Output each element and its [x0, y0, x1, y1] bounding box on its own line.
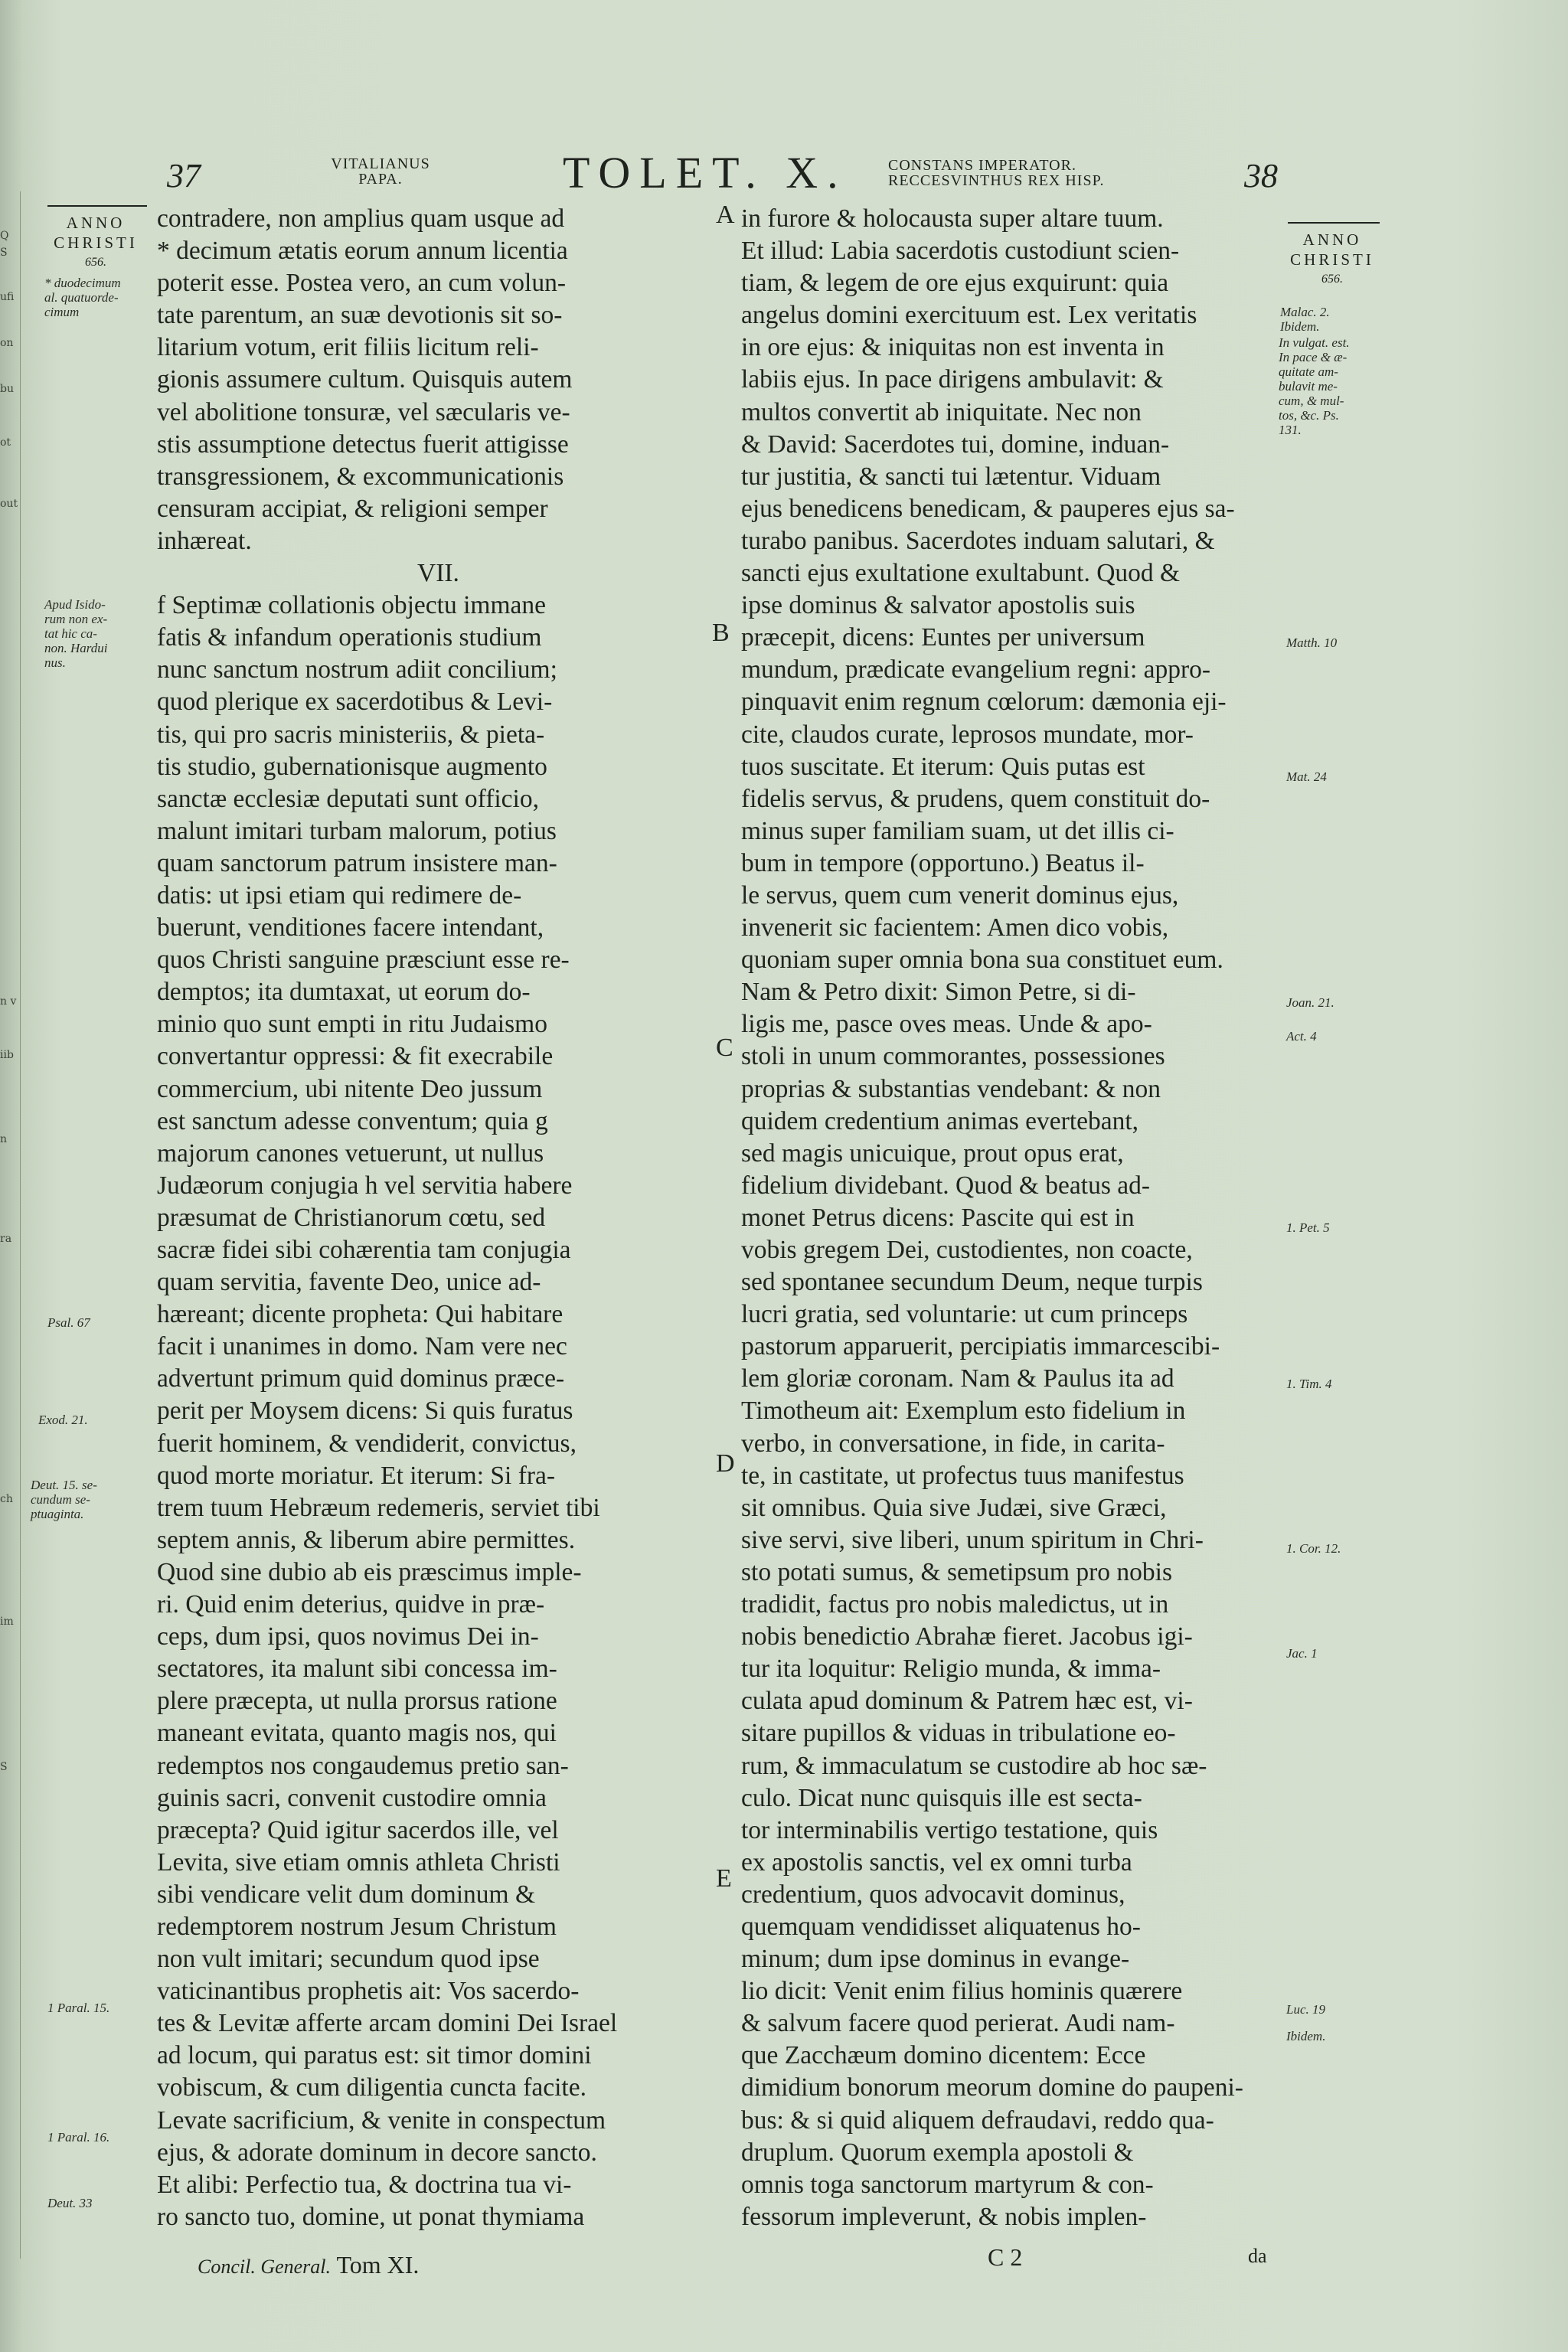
year-label: CHRISTI [54, 234, 138, 252]
section-marker: B [712, 619, 730, 647]
text-line: plere præcepta, ut nulla prorsus ratione [157, 1687, 557, 1716]
text-line: quidem credentium animas evertebant, [741, 1106, 1139, 1135]
text-line: ro sancto tuo, domine, ut ponat thymiama [157, 2202, 585, 2231]
text-line: sed spontanee secundum Deum, neque turpis [741, 1268, 1203, 1297]
gutter-fragment: ot [0, 436, 11, 449]
margin-line: Act. 4 [1286, 1029, 1317, 1044]
text-line: ex apostolis sanctis, vel ex omni turba [741, 1847, 1132, 1877]
margin-line: cum, & mul- [1279, 394, 1344, 408]
text-line: minus super familiam suam, ut det illis ci- [741, 816, 1174, 845]
text-line: redemptos nos congaudemus pretio san- [157, 1751, 569, 1780]
text-line: convertantur oppressi: & fit execrabile [157, 1042, 554, 1071]
text-line: * decimum ætatis eorum annum licentia [157, 237, 568, 266]
gutter-fragment: n [0, 1133, 8, 1145]
text-line: tur justitia, & sancti tui lætentur. Viduam [741, 462, 1161, 491]
footer-volume: Tom XI. [336, 2251, 420, 2278]
section-heading: VII. [417, 559, 459, 588]
text-line: ejus, & adorate dominum in decore sancto. [157, 2138, 597, 2167]
text-line: f Septimæ collationis objectu immane [157, 591, 546, 620]
margin-line: Joan. 21. [1286, 995, 1334, 1010]
text-line: Et illud: Labia sacerdotis custodiunt scien- [741, 237, 1180, 266]
gutter-fragment: ufi [0, 291, 15, 303]
header-ruler-line: CONSTANS IMPERATOR. [888, 157, 1076, 174]
margin-line: bulavit me- [1279, 379, 1338, 394]
text-line: ipse dominus & salvator apostolis suis [741, 591, 1135, 620]
margin-note [1286, 2002, 1325, 2017]
margin-line: Ibidem. [1286, 2029, 1326, 2043]
text-line: minum; dum ipse dominus in evange- [741, 1945, 1130, 1974]
margin-line: quitate am- [1279, 364, 1338, 379]
text-line: culo. Dicat nunc quisquis ille est secta- [741, 1783, 1142, 1812]
text-line: facit i unanimes in domo. Nam vere nec [157, 1332, 567, 1361]
text-line: tis studio, gubernationisque augmento [157, 752, 547, 781]
text-line: redemptorem nostrum Jesum Christum [157, 1912, 557, 1941]
margin-line: al. quatuorde- [44, 290, 119, 305]
margin-note [1286, 1220, 1330, 1235]
text-line: & salvum facere quod perierat. Audi nam- [741, 2009, 1175, 2038]
margin-line: * duodecimum [44, 276, 121, 290]
margin-line: 131. [1279, 423, 1302, 437]
margin-note [31, 1478, 97, 1521]
text-line: angelus domini exercituum est. Lex veritatis [741, 301, 1197, 330]
text-line: que Zacchæum domino dicentem: Ecce [741, 2041, 1146, 2070]
text-line: monet Petrus dicens: Pascite qui est in [741, 1203, 1135, 1232]
text-line: Et alibi: Perfectio tua, & doctrina tua vi- [157, 2170, 572, 2199]
text-line: druplum. Quorum exempla apostoli & [741, 2138, 1134, 2167]
text-line: culata apud dominum & Patrem hæc est, vi- [741, 1687, 1193, 1716]
right-column [741, 203, 1286, 2233]
text-line: quod morte moriatur. Et iterum: Si fra- [157, 1461, 556, 1490]
text-line: Nam & Petro dixit: Simon Petre, si di- [741, 978, 1136, 1007]
text-line: trem tuum Hebræum redemeris, serviet tibi [157, 1493, 600, 1522]
text-line: ejus benedicens benedicam, & pauperes ejus sa- [741, 494, 1235, 523]
year-rule-left [47, 205, 147, 207]
text-line: litarium votum, erit filiis licitum reli- [157, 333, 539, 362]
text-line: præcepit, dicens: Euntes per universum [741, 623, 1145, 652]
text-line: Judæorum conjugia h vel servitia habere [157, 1171, 573, 1200]
text-line: buerunt, venditiones facere intendant, [157, 913, 544, 942]
text-line: vaticinantibus prophetis ait: Vos sacerdo- [157, 1977, 580, 2006]
gutter-fragment: out [0, 498, 18, 510]
text-line: vobiscum, & cum diligentia cuncta facite. [157, 2073, 586, 2102]
text-line: sibi vendicare velit dum dominum & [157, 1880, 536, 1909]
section-marker: C [716, 1034, 733, 1062]
margin-note [1286, 1377, 1332, 1391]
text-line: le servus, quem cum venerit dominus ejus, [741, 880, 1179, 910]
text-line: sitare pupillos & viduas in tribulatione eo- [741, 1719, 1176, 1748]
text-line: verbo, in conversatione, in fide, in carita- [741, 1429, 1165, 1458]
text-line: labiis ejus. In pace dirigens ambulavit: & [741, 365, 1164, 394]
text-line: Quod sine dubio ab eis præscimus imple- [157, 1557, 582, 1586]
page-number-right: 38 [1244, 157, 1278, 194]
text-line: nobis benedictio Abrahæ fieret. Jacobus igi- [741, 1622, 1193, 1651]
text-line: vel abolitione tonsuræ, vel sæcularis ve- [157, 397, 570, 426]
margin-note [47, 2130, 109, 2145]
text-line: credentium, quos advocavit dominus, [741, 1880, 1125, 1909]
text-line: tor interminabilis vertigo testatione, quis [741, 1815, 1158, 1844]
text-line: malunt imitari turbam malorum, potius [157, 816, 557, 845]
text-line: minio quo sunt empti in ritu Judaismo [157, 1010, 547, 1039]
text-line: sto potati sumus, & semetipsum pro nobis [741, 1557, 1172, 1586]
text-line: inhæreat. [157, 526, 252, 555]
text-line: tur ita loquitur: Religio munda, & imma- [741, 1655, 1161, 1684]
margin-line: 1. Tim. 4 [1286, 1377, 1332, 1391]
text-line: transgressionem, & excommunicationis [157, 462, 564, 491]
margin-line: Psal. 67 [47, 1315, 90, 1330]
margin-line: ptuaginta. [31, 1507, 84, 1521]
margin-note [1280, 305, 1330, 334]
margin-line: non. Hardui [44, 641, 108, 655]
header-pope [300, 156, 461, 187]
text-line: te, in castitate, ut profectus tuus manifestus [741, 1461, 1184, 1490]
section-marker: A [716, 201, 735, 229]
text-line: multos convertit ab iniquitate. Nec non [741, 397, 1142, 426]
page-number-left: 37 [167, 157, 201, 194]
text-line: hæreant; dicente propheta: Qui habitare [157, 1300, 564, 1329]
margin-line: Deut. 33 [47, 2196, 93, 2210]
text-line: ceps, dum ipsi, quos novimus Dei in- [157, 1622, 539, 1651]
text-line: pinquavit enim regnum cœlorum: dæmonia eji- [741, 688, 1227, 717]
text-line: bus: & si quid aliquem defraudavi, reddo qua- [741, 2105, 1214, 2135]
text-line: septem annis, & liberum abire permittes. [157, 1525, 576, 1554]
gutter-fragment: Q [0, 230, 9, 242]
text-line: quam sanctorum patrum insistere man- [157, 848, 557, 877]
margin-line: Exod. 21. [38, 1413, 88, 1427]
text-line: quos Christi sanguine præsciunt esse re- [157, 946, 570, 975]
text-line: fatis & infandum operationis studium [157, 623, 542, 652]
text-line: vobis gregem Dei, custodientes, non coacte, [741, 1236, 1193, 1264]
text-line: quam servitia, favente Deo, unice ad- [157, 1268, 541, 1297]
gutter-fragment: iib [0, 1049, 14, 1061]
margin-line: Ibidem. [1280, 319, 1320, 334]
gutter-fragment: S [0, 1761, 8, 1773]
text-line: demptos; ita dumtaxat, ut eorum do- [157, 978, 531, 1007]
margin-line: nus. [44, 655, 66, 670]
gutter-fragment: ra [0, 1233, 12, 1245]
text-line: tate parentum, an suæ devotionis sit so- [157, 301, 563, 330]
text-line: rum, & immaculatum se custodire ab hoc sæ- [741, 1751, 1207, 1780]
text-line: advertunt primum quid dominus præce- [157, 1364, 565, 1393]
text-line: præsumat de Christianorum cœtu, sed [157, 1203, 546, 1232]
left-column [157, 203, 720, 2233]
text-line: tuos suscitate. Et iterum: Quis putas est [741, 752, 1145, 781]
margin-note [1286, 995, 1334, 1010]
text-line: fidelium dividebant. Quod & beatus ad- [741, 1171, 1151, 1200]
text-line: invenerit sic facientem: Amen dico vobis, [741, 913, 1169, 942]
footer-citation-text: Concil. General. [198, 2256, 332, 2278]
section-marker: D [716, 1449, 735, 1478]
text-line: lio dicit: Venit enim filius hominis quærere [741, 1977, 1183, 2006]
text-line: sed magis unicuique, prout opus erat, [741, 1138, 1124, 1168]
margin-line: tat hic ca- [44, 626, 97, 641]
text-line: tradidit, factus pro nobis maledictus, ut in [741, 1590, 1169, 1619]
margin-line: Matth. 10 [1286, 635, 1338, 650]
text-line: proprias & substantias vendebant: & non [741, 1074, 1161, 1103]
text-line: turabo panibus. Sacerdotes induam salutari, & [741, 526, 1215, 555]
margin-line: Mat. 24 [1286, 769, 1327, 784]
gutter-fragment: ch [0, 1493, 13, 1505]
margin-line: Apud Isido- [44, 597, 106, 612]
header-pope-line: VITALIANUS [331, 155, 430, 172]
margin-note [47, 1315, 90, 1330]
margin-line: cimum [44, 305, 80, 319]
margin-note [1286, 2029, 1325, 2043]
section-marker: E [716, 1864, 732, 1893]
year-label: ANNO [66, 214, 126, 232]
margin-line: cundum se- [31, 1492, 90, 1507]
text-line: quod plerique ex sacerdotibus & Levi- [157, 688, 553, 717]
margin-line: 1 Paral. 15. [47, 2001, 110, 2015]
text-line: commercium, ubi nitente Deo jussum [157, 1074, 543, 1103]
gutter-fragment: n v [0, 995, 17, 1008]
text-line: quemquam vendidisset aliquatenus ho- [741, 1912, 1141, 1941]
text-line: mundum, prædicate evangelium regni: appro- [741, 655, 1211, 684]
text-line: lem gloriæ coronam. Nam & Paulus ita ad [741, 1364, 1174, 1393]
text-line: majorum canones vetuerunt, ut nullus [157, 1138, 544, 1168]
margin-note [47, 2196, 93, 2210]
text-line: in furore & holocausta super altare tuum. [741, 204, 1164, 233]
footer-citation [198, 2251, 419, 2279]
text-line: maneant evitata, quanto magis nos, qui [157, 1719, 557, 1748]
margin-note [44, 597, 108, 670]
catchword: da [1248, 2245, 1267, 2267]
text-line: fuerit hominem, & vendiderit, convictus, [157, 1429, 577, 1458]
text-line: bum in tempore (opportuno.) Beatus il- [741, 848, 1145, 877]
text-line: fessorum impleverunt, & nobis implen- [741, 2202, 1147, 2231]
text-line: poterit esse. Postea vero, an cum volun- [157, 269, 567, 298]
margin-line: In pace & æ- [1279, 350, 1348, 364]
year-rule-right [1288, 222, 1380, 224]
gutter-fragment: im [0, 1615, 14, 1628]
margin-note [1286, 769, 1327, 784]
header-ruler-line: RECCESVINTHUS REX HISP. [888, 172, 1105, 189]
text-line: pastorum apparuerit, percipiatis immarcescibi- [741, 1332, 1220, 1361]
text-line: ri. Quid enim deterius, quidve in præ- [157, 1590, 545, 1619]
text-line: sanctæ ecclesiæ deputati sunt officio, [157, 784, 539, 813]
gutter-fragment: bu [0, 383, 14, 395]
text-line: tiam, & legem de ore ejus exquirunt: quia [741, 269, 1169, 298]
text-line: Levita, sive etiam omnis athleta Christi [157, 1847, 560, 1877]
text-line: sancti ejus exultatione exultabunt. Quod & [741, 559, 1181, 588]
margin-note [1286, 1646, 1318, 1661]
margin-line: Malac. 2. [1280, 305, 1330, 319]
margin-line: tos, &c. Ps. [1279, 408, 1339, 423]
text-line: & David: Sacerdotes tui, domine, induan- [741, 430, 1170, 459]
margin-note [38, 1413, 88, 1427]
text-line: dimidium bonorum meorum domine do paupeni- [741, 2073, 1243, 2102]
margin-line: In vulgat. est. [1279, 335, 1350, 350]
text-line: cite, claudos curate, leprosos mundate, mor- [741, 720, 1194, 749]
year-value: 656. [85, 256, 106, 269]
margin-line: Deut. 15. se- [31, 1478, 97, 1492]
margin-line: 1 Paral. 16. [47, 2130, 110, 2145]
header-pope-line: PAPA. [358, 171, 403, 188]
text-line: nunc sanctum nostrum adiit concilium; [157, 655, 557, 684]
text-line: Timotheum ait: Exemplum esto fidelium in [741, 1396, 1186, 1426]
margin-note [44, 276, 121, 319]
gutter-fragment: S [0, 247, 8, 259]
text-line: sacræ fidei sibi cohærentia tam conjugia [157, 1236, 571, 1264]
year-note-left [38, 213, 153, 273]
signature-mark: C 2 [988, 2243, 1023, 2271]
margin-note [1286, 1541, 1341, 1556]
gutter-fragment: on [0, 337, 14, 349]
year-value: 656. [1321, 273, 1343, 286]
margin-note [1286, 1029, 1317, 1044]
text-line: in ore ejus: & iniquitas non est inventa in [741, 333, 1165, 362]
year-label: CHRISTI [1290, 250, 1374, 269]
text-line: fidelis servus, & prudens, quem constituit do- [741, 784, 1210, 813]
text-line: est sanctum adesse conventum; quia g [157, 1106, 548, 1135]
margin-line: Jac. 1 [1286, 1646, 1318, 1661]
text-line: ligis me, pasce oves meas. Unde & apo- [741, 1010, 1152, 1039]
text-line: omnis toga sanctorum martyrum & con- [741, 2170, 1154, 2199]
running-title: TOLET. X. [563, 148, 848, 198]
text-line: lucri gratia, sed voluntarie: ut cum princeps [741, 1300, 1188, 1329]
text-line: præcepta? Quid igitur sacerdos ille, vel [157, 1815, 559, 1844]
margin-line: 1. Cor. 12. [1286, 1541, 1341, 1556]
text-line: perit per Moysem dicens: Si quis furatus [157, 1396, 573, 1426]
text-line: gionis assumere cultum. Quisquis autem [157, 365, 573, 394]
text-line: censuram accipiat, & religioni semper [157, 494, 548, 523]
text-line: sit omnibus. Quia sive Judæi, sive Græci, [741, 1493, 1167, 1522]
gutter-fragments [0, 191, 21, 2259]
year-note-right [1267, 230, 1397, 289]
text-line: sectatores, ita malunt sibi concessa im- [157, 1655, 557, 1684]
text-line: guinis sacri, convenit custodire omnia [157, 1783, 547, 1812]
margin-note [1286, 635, 1337, 650]
text-line: non vult imitari; secundum quod ipse [157, 1945, 540, 1974]
margin-note [47, 2001, 109, 2015]
margin-line: Luc. 19 [1286, 2002, 1325, 2017]
text-line: datis: ut ipsi etiam qui redimere de- [157, 880, 522, 910]
text-line: tes & Levitæ afferte arcam domini Dei Israel [157, 2009, 618, 2038]
text-line: sive servi, sive liberi, unum spiritum in Chri- [741, 1525, 1204, 1554]
margin-note [1279, 335, 1350, 437]
text-line: stoli in unum commorantes, possessiones [741, 1042, 1165, 1071]
margin-line: 1. Pet. 5 [1286, 1220, 1330, 1235]
text-line: Levate sacrificium, & venite in conspectum [157, 2105, 606, 2135]
text-line: tis, qui pro sacris ministeriis, & pieta- [157, 720, 545, 749]
text-line: ad locum, qui paratus est: sit timor domini [157, 2041, 592, 2070]
year-label: ANNO [1302, 230, 1362, 249]
margin-line: rum non ex- [44, 612, 108, 626]
text-line: quoniam super omnia bona sua constituet eum. [741, 946, 1223, 975]
text-line: contradere, non amplius quam usque ad [157, 204, 565, 233]
header-rulers [888, 158, 1194, 188]
text-line: stis assumptione detectus fuerit attigisse [157, 430, 569, 459]
